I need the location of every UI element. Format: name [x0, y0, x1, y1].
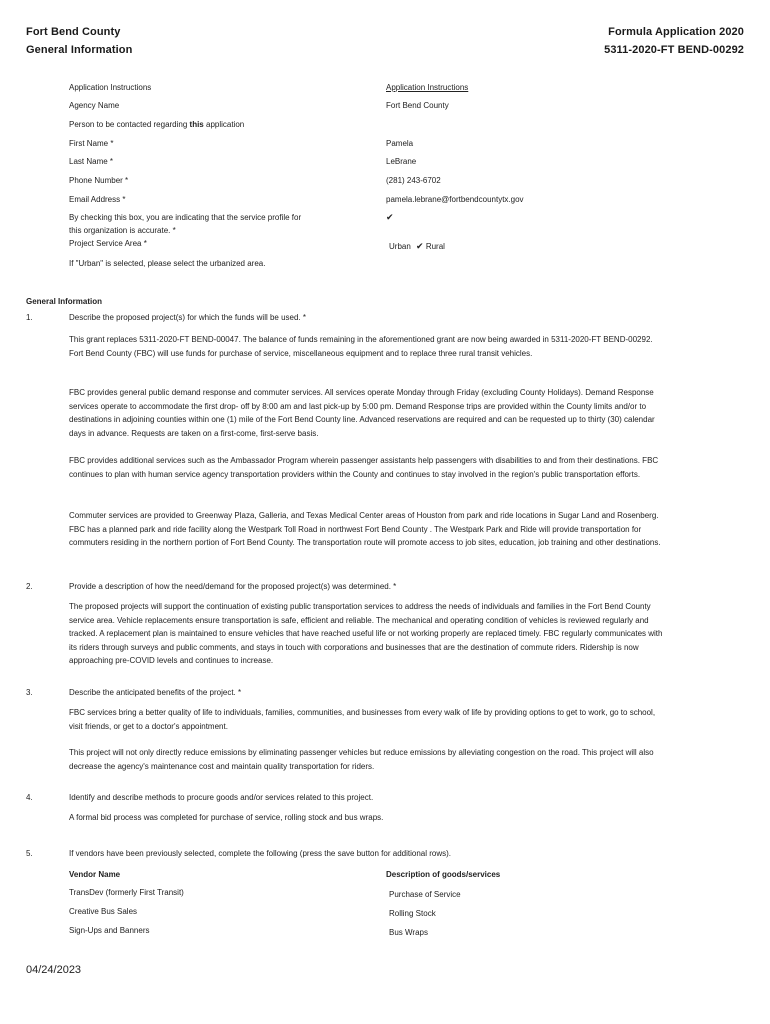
q2-answer-p1: The proposed projects will support the continuation of existing public transportation services to address the needs of individuals and families in the Fort Bend County service area. Vehicle replacements ensure transportation is safe, efficient and reliable. The mechanical and operating condition of vehicles is reviewed regularly and tracked. A replacement plan is maintained to ensure vehicles that have reached useful life or not working properly are replaced timely. FBC regularly communicates with its riders through surveys and public comments, and stays in touch with corporations and businesses that are the destination of commute riders. Ridership is now approaching pre-COVID levels and continues to increase.: [69, 602, 663, 665]
vendor-row-3-name: Sign-Ups and Banners: [69, 926, 150, 935]
rural-option[interactable]: Rural: [425, 242, 445, 251]
q3-question: Describe the anticipated benefits of the project. *: [69, 688, 242, 697]
q4-question: Identify and describe methods to procure goods and/or services related to this project.: [69, 793, 374, 802]
application-id: 5311-2020-FT BEND-00292: [604, 44, 744, 56]
description-header: Description of goods/services: [386, 870, 501, 879]
rural-checkmark-icon[interactable]: ✔: [416, 241, 424, 251]
email-value: pamela.lebrane@fortbendcountytx.gov: [386, 195, 524, 204]
first-name-label: First Name *: [69, 139, 114, 148]
vendor-row-1-desc: Purchase of Service: [389, 890, 461, 899]
q3-answer-p2: This project will not only directly reduce emissions by eliminating passenger vehicles but reduce emissions by alleviating congestion on the road. This project will also decrease the agency's maintenance cost and maintain quality transportation for riders.: [69, 748, 654, 771]
phone-value: (281) 243-6702: [386, 176, 441, 185]
q2-question: Provide a description of how the need/demand for the proposed project(s) was determined. *: [69, 582, 397, 591]
service-profile-checkbox[interactable]: ✔: [386, 212, 394, 222]
q5-number: 5.: [26, 849, 33, 858]
q1-answer-p1: This grant replaces 5311-2020-FT BEND-00047. The balance of funds remaining in the aforementioned grant are now being awarded in 5311-2020-FT BEND-00292. Fort Bend County (FBC) will use funds for purchase of service, miscellaneous equipment and to replace three rural transit vehicles.: [69, 335, 653, 358]
vendor-row-2-name: Creative Bus Sales: [69, 907, 138, 916]
q3-answer-p1: FBC services bring a better quality of life to individuals, families, communities, and businesses from every walk of life by providing options to get to work, go to school, visit friends, or get to a doctor's appointment.: [69, 708, 656, 731]
urban-option[interactable]: Urban: [389, 242, 411, 251]
last-name-value: LeBrane: [386, 157, 417, 166]
service-area-label: Project Service Area *: [69, 239, 147, 248]
q3-number: 3.: [26, 688, 33, 697]
q5-question: If vendors have been previously selected, complete the following (press the save button for additional rows).: [69, 849, 451, 858]
last-name-label: Last Name *: [69, 157, 114, 166]
agency-name-value: Fort Bend County: [386, 101, 449, 110]
q1-question: Describe the proposed project(s) for which the funds will be used. *: [69, 313, 307, 322]
header-section: General Information: [26, 44, 133, 56]
header-org: Fort Bend County: [26, 26, 121, 38]
q4-number: 4.: [26, 793, 33, 802]
vendor-row-1-name: TransDev (formerly First Transit): [69, 888, 184, 897]
footer-date: 04/24/2023: [26, 964, 82, 976]
instructions-label: Application Instructions: [69, 83, 152, 92]
urbanized-area-note: If "Urban" is selected, please select the urbanized area.: [69, 259, 266, 268]
vendor-row-3-desc: Bus Wraps: [389, 928, 428, 937]
contact-heading: Person to be contacted regarding this application: [69, 120, 245, 129]
instructions-link[interactable]: Application Instructions: [386, 83, 469, 92]
phone-label: Phone Number *: [69, 176, 129, 185]
q1-answer-p2: FBC provides general public demand response and commuter services. All services operate Monday through Friday (excluding County Holidays). Demand Response services operate to accommodate the first drop- off by 8:00 am and last pick-up by 5:00 pm. Demand Response trips are provided within the County limits and/or to destinations in adjoining counties within one (1) mile of the Fort Bend County line. Advanced reservations are required and can be requested up to thirty (30) calendar days in advance. Requests are taken on a first-come, first-serve basis.: [69, 388, 655, 438]
vendor-row-2-desc: Rolling Stock: [389, 909, 436, 918]
vendor-name-header: Vendor Name: [69, 870, 121, 879]
service-profile-label-line2: this organization is accurate. *: [69, 226, 176, 235]
q1-answer-p3: FBC provides additional services such as the Ambassador Program wherein passenger assistants help passengers with disabilities to and from their destinations. FBC continues to plan with human service agency transportation providers within the County and continues to stay involved in the region's public transportation efforts.: [69, 456, 659, 479]
service-area-options: [389, 240, 445, 253]
first-name-value: Pamela: [386, 139, 414, 148]
q1-number: 1.: [26, 313, 33, 322]
service-profile-label-line1: By checking this box, you are indicating that the service profile for: [69, 213, 302, 222]
general-info-title: General Information: [26, 297, 103, 306]
form-title: Formula Application 2020: [608, 26, 744, 38]
q2-number: 2.: [26, 582, 33, 591]
q4-answer-p1: A formal bid process was completed for purchase of service, rolling stock and bus wraps.: [69, 813, 384, 822]
email-label: Email Address *: [69, 195, 126, 204]
q1-answer-p4: Commuter services are provided to Greenway Plaza, Galleria, and Texas Medical Center areas of Houston from park and ride locations in Sugar Land and Rosenberg. FBC has a planned park and ride facility along the Westpark Toll Road in northwest Fort Bend County . The Westpark Park and Ride will provide transportation for commuters residing in the northern portion of Fort Bend County. The transportation route will promote access to job sites, education, job training and other destinations.: [69, 511, 661, 547]
agency-name-label: Agency Name: [69, 101, 120, 110]
